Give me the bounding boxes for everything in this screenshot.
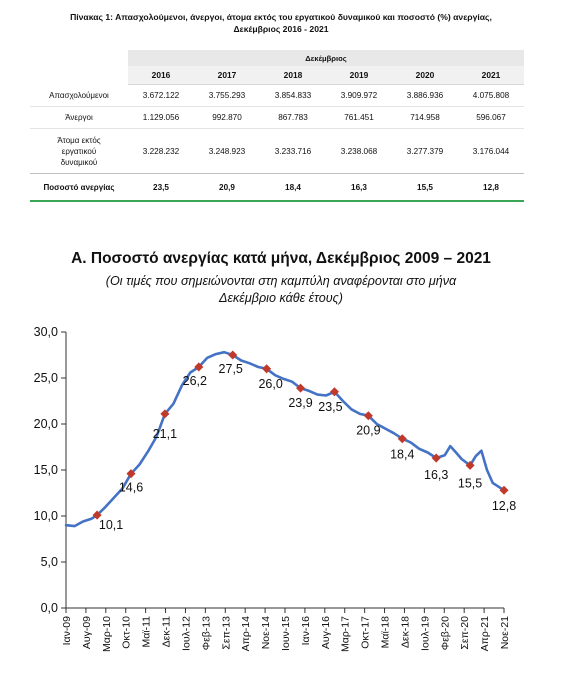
table-cell: 1.129.056	[128, 107, 194, 129]
table-cell: 3.248.923	[208, 146, 246, 156]
data-label: 23,5	[318, 399, 343, 414]
data-label: 10,1	[98, 518, 124, 533]
x-tick-label: Απρ-14	[240, 616, 253, 652]
table-cell: 15,5	[392, 174, 458, 202]
x-tick-label: Απρ-21	[479, 616, 492, 652]
y-tick-label: 20,0	[33, 417, 58, 431]
data-label: 12,8	[491, 499, 517, 514]
table-cell: 3.233.716	[274, 146, 312, 156]
table-cell: 23,5	[128, 174, 194, 202]
table-title-line-2: Δεκέμβριος 2016 - 2021	[233, 24, 329, 34]
x-tick-label: Φεβ-13	[200, 616, 213, 651]
data-label: 14,6	[118, 480, 144, 495]
x-tick-label: Αυγ-09	[80, 616, 93, 650]
table-row	[30, 129, 524, 174]
table-cell: 3.277.379	[406, 146, 444, 156]
y-tick-label: 5,0	[40, 555, 58, 569]
data-label: 15,5	[457, 476, 483, 491]
x-tick-label: Μαϊ-18	[379, 616, 392, 649]
row-label: Ποσοστό ανεργίας	[30, 174, 128, 202]
x-tick-label: Νοε-14	[260, 616, 273, 650]
x-tick-label: Σεπ-20	[459, 616, 472, 650]
table-cell: 4.075.808	[458, 85, 524, 107]
x-tick-label: Ιαν-16	[299, 616, 312, 646]
x-tick-label: Νοε-21	[499, 616, 511, 650]
table-row	[30, 174, 524, 202]
x-tick-label: Δεκ-18	[399, 616, 412, 649]
employment-table	[30, 50, 524, 202]
year-header: 2021	[458, 66, 524, 85]
y-tick-label: 10,0	[33, 509, 58, 523]
y-tick-label: 30,0	[33, 325, 58, 339]
table-cell: 3.176.044	[472, 146, 510, 156]
table-cell: 714.958	[392, 107, 458, 129]
x-tick-label: Μαϊ-11	[140, 616, 153, 648]
table-row	[30, 85, 524, 107]
x-tick-label: Φεβ-20	[439, 616, 452, 651]
table-cell: 18,4	[260, 174, 326, 202]
data-label: 26,0	[258, 376, 283, 391]
table-corner-2	[30, 66, 128, 85]
table-cell: 3.755.293	[194, 85, 260, 107]
row-label: Απασχολούμενοι	[30, 85, 128, 107]
data-label: 27,5	[218, 362, 243, 376]
table-cell: 3.228.232	[142, 146, 180, 156]
data-label: 21,1	[152, 426, 178, 441]
table-cell: 3.886.936	[392, 85, 458, 107]
table-row	[30, 107, 524, 129]
x-tick-label: Ιουλ-19	[419, 616, 432, 651]
table-cell: 16,3	[326, 174, 392, 202]
series-line	[66, 352, 504, 526]
chart-subtitle	[0, 273, 562, 307]
table-cell: 3.238.068	[340, 146, 378, 156]
year-header: 2020	[392, 66, 458, 85]
table-cell: 20,9	[194, 174, 260, 202]
table-cell: 761.451	[326, 107, 392, 129]
table-title	[0, 11, 562, 35]
table-cell: 596.067	[458, 107, 524, 129]
x-tick-label: Μαρ-17	[339, 616, 352, 652]
y-tick-label: 15,0	[33, 463, 58, 477]
row-label	[30, 129, 128, 174]
year-header: 2017	[194, 66, 260, 85]
x-tick-label: Ιαν-09	[61, 616, 73, 646]
row-label-line: εργατικού	[61, 146, 97, 156]
unemployment-line-chart	[0, 320, 562, 676]
year-header: 2018	[260, 66, 326, 85]
chart-subtitle-line-2: Δεκέμβριο κάθε έτους)	[219, 291, 343, 305]
x-tick-label: Οκτ-10	[120, 616, 133, 649]
x-tick-label: Ιουν-15	[280, 616, 292, 651]
table-cell: 867.783	[260, 107, 326, 129]
row-label: Άνεργοι	[30, 107, 128, 129]
x-tick-label: Δεκ-11	[160, 616, 173, 648]
y-tick-label: 0,0	[40, 601, 58, 615]
year-header: 2016	[128, 66, 194, 85]
x-tick-label: Σεπ-13	[220, 616, 233, 650]
row-label-line: δυναμικού	[60, 157, 98, 167]
x-tick-label: Μαρ-10	[100, 616, 113, 652]
row-label-line: Άτομα εκτός	[57, 135, 101, 145]
table-cell: 3.909.972	[326, 85, 392, 107]
table-corner	[30, 50, 128, 66]
x-tick-label: Ιουλ-12	[180, 616, 193, 651]
year-header: 2019	[326, 66, 392, 85]
group-header: Δεκέμβριος	[128, 50, 524, 66]
data-label: 18,4	[390, 447, 415, 462]
chart-title: A. Ποσοστό ανεργίας κατά μήνα, Δεκέμβριος 2009 – 2021	[71, 250, 491, 267]
data-label: 23,9	[288, 396, 313, 411]
table-cell: 992.870	[194, 107, 260, 129]
table-title-line-1: Πίνακας 1: Απασχολούμενοι, άνεργοι, άτομα εκτός του εργατικού δυναμικού και ποσοστό (%) ανεργίας,	[70, 12, 492, 22]
data-label: 26,2	[182, 373, 207, 388]
table-cell: 3.672.122	[128, 85, 194, 107]
table-cell: 12,8	[458, 174, 524, 202]
y-tick-label: 25,0	[33, 371, 58, 385]
table-cell: 3.854.833	[260, 85, 326, 107]
chart-subtitle-line-1: (Οι τιμές που σημειώνονται στη καμπύλη αναφέρονται στο μήνα	[105, 274, 457, 288]
data-label: 20,9	[356, 423, 381, 438]
x-tick-label: Οκτ-17	[359, 616, 372, 649]
x-tick-label: Αυγ-16	[319, 616, 332, 650]
data-label: 16,3	[424, 468, 449, 483]
